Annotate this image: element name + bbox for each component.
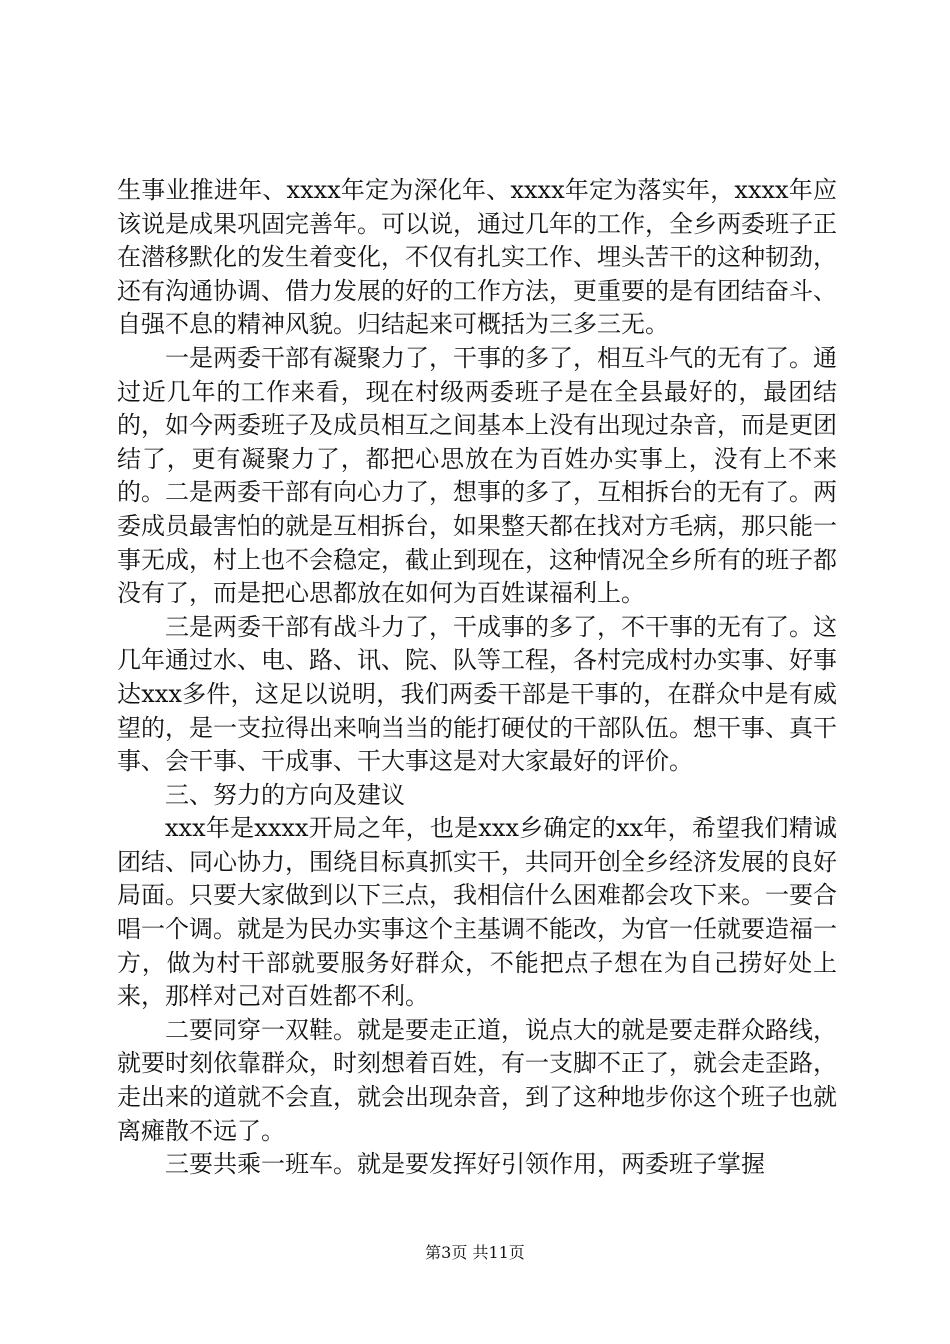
- page-footer: 第3页 共11页: [425, 1243, 525, 1262]
- paragraph-direction: xxx年是xxxx开局之年，也是xxx乡确定的xx年，希望我们精诚团结、同心协力，围绕目标真抓实干，共同开创全乡经济发展的良好局面。只要大家做到以下三点，我相信什么困难都会攻下来。一要合唱一个调。就是为民办实事这个主基调不能改，为官一任就要造福一方，做为村干部就要服务好群众，不能把点子想在为自己捞好处上来，那样对己对百姓都不利。: [117, 814, 837, 1011]
- paragraph-first-point: 一是两委干部有凝聚力了，干事的多了，相互斗气的无有了。通过近几年的工作来看，现在村级两委班子是在全县最好的，最团结的，如今两委班子及成员相互之间基本上没有出现过杂音，而是更团结了，更有凝聚力了，都把心思放在为百姓办实事上，没有上不来的。二是两委干部有向心力了，想事的多了，互相拆台的无有了。两委成员最害怕的就是互相拆台，如果整天都在找对方毛病，那只能一事无成，村上也不会稳定，截止到现在，这种情况全乡所有的班子都没有了，而是把心思都放在如何为百姓谋福利上。: [117, 343, 837, 608]
- paragraph-continuation: 生事业推进年、xxxx年定为深化年、xxxx年定为落实年，xxxx年应该说是成果巩固完善年。可以说，通过几年的工作，全乡两委班子正在潜移默化的发生着变化，不仅有扎实工作、埋头苦干的这种韧劲，还有沟通协调、借力发展的好的工作方法，更重要的是有团结奋斗、自强不息的精神风貌。归结起来可概括为三多三无。: [117, 176, 837, 339]
- section-heading: 三、努力的方向及建议: [165, 780, 405, 809]
- paragraph-third-requirement: 三要共乘一班车。就是要发挥好引领作用，两委班子掌握: [165, 1150, 765, 1179]
- document-body: [117, 174, 837, 1182]
- paragraph-third-point: 三是两委干部有战斗力了，干成事的多了，不干事的无有了。这几年通过水、电、路、讯、院、队等工程，各村完成村办实事、好事达xxx多件，这足以说明，我们两委干部是干事的，在群众中是有威望的，是一支拉得出来响当当的能打硬仗的干部队伍。想干事、真干事、会干事、干成事、干大事这是对大家最好的评价。: [117, 612, 837, 776]
- paragraph-second-requirement: 二要同穿一双鞋。就是要走正道，说点大的就是要走群众路线，就要时刻依靠群众，时刻想着百姓，有一支脚不正了，就会走歪路，走出来的道就不会直，就会出现杂音，到了这种地步你这个班子也就离瘫散不远了。: [117, 1015, 837, 1145]
